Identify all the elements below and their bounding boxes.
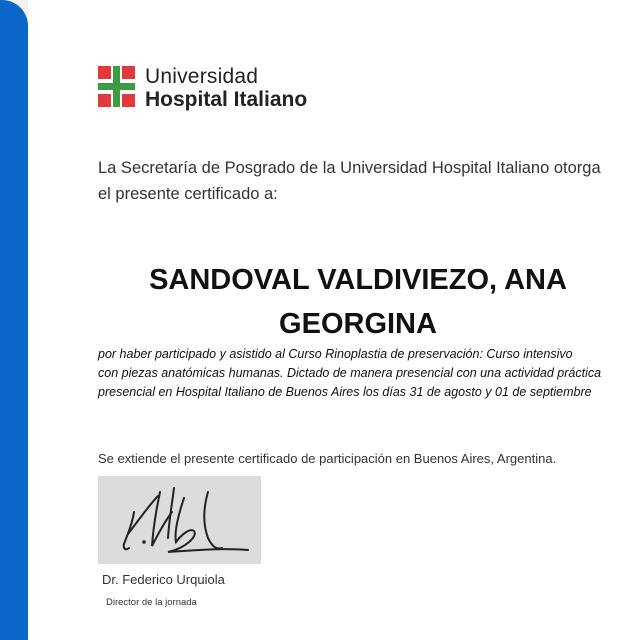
reason-line-2: con piezas anatómicas humanas. Dictado de manera presencial con una actividad práctica [98,366,602,380]
university-logo [98,66,307,110]
certificate-reason [98,345,640,402]
reason-line-3: presencial en Hospital Italiano de Buenos Aires los días 31 de agosto y 01 de septiembre [98,385,592,399]
signer-name: Dr. Federico Urquiola [102,572,225,587]
logo-line-2: Hospital Italiano [145,88,308,111]
recipient-name [98,258,618,346]
signer-role: Director de la jornada [106,597,197,608]
hospital-italiano-cross-icon [98,66,135,107]
recipient-line-2: GEORGINA [279,308,437,340]
certificate-intro [98,155,640,207]
reason-line-1: por haber participado y asistido al Curso Rinoplastia de preservación: Curso intensivo [98,347,573,361]
signature-image [98,476,261,564]
intro-line-1: La Secretaría de Posgrado de la Universidad Hospital Italiano otorga [98,159,601,177]
blue-side-bar [0,0,28,640]
recipient-line-1: SANDOVAL VALDIVIEZO, ANA [149,264,567,296]
certificate-extension: Se extiende el presente certificado de participación en Buenos Aires, Argentina. [98,451,557,466]
intro-line-2: el presente certificado a: [98,185,278,203]
logo-line-1: Universidad [145,65,259,88]
